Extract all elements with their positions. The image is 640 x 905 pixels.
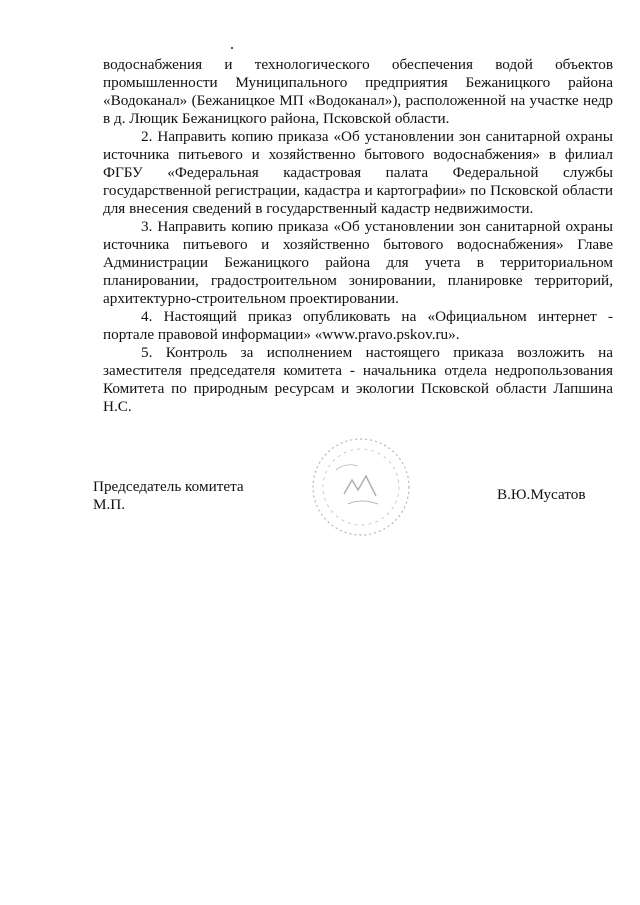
signer-position: Председатель комитета: [93, 478, 244, 495]
paragraph-4: 4. Настоящий приказ опубликовать на «Официальном интернет - портале правовой информации» «www.pravo.pskov.ru».: [103, 308, 613, 343]
paragraph-2: 2. Направить копию приказа «Об установлении зон санитарной охраны источника питьевого и хозяйственно бытового водоснабжения» в филиал ФГБУ «Федеральная кадастровая палата Федеральной службы государственной регистрации, кадастра и картографии» по Псковской области для внесения сведений в государственный кадастр недвижимости.: [103, 128, 613, 217]
document-body: [103, 56, 613, 416]
paragraph-1-continuation: водоснабжения и технологического обеспечения водой объектов промышленности Муниципального предприятия Бежаницкого района «Водоканал» (Бежаницкое МП «Водоканал»), расположенной на участке недр в д. Лющик Бежаницкого района, Псковской области.: [103, 56, 613, 127]
paragraph-5: 5. Контроль за исполнением настоящего приказа возложить на заместителя председателя комитета - начальника отдела недропользования Комитета по природным ресурсам и экологии Псковской области Лапшина Н.С.: [103, 344, 613, 415]
signer-name: В.Ю.Мусатов: [497, 486, 586, 503]
seal-mark: М.П.: [93, 496, 126, 513]
signature-block: [93, 478, 244, 514]
official-stamp: [306, 432, 416, 542]
scan-mark: [231, 47, 233, 49]
paragraph-3: 3. Направить копию приказа «Об установлении зон санитарной охраны источника питьевого и хозяйственно бытового водоснабжения» Главе Администрации Бежаницкого района для учета в территориальном планировании, градостроительном зонировании, планировке территорий, архитектурно-строительном проектировании.: [103, 218, 613, 307]
